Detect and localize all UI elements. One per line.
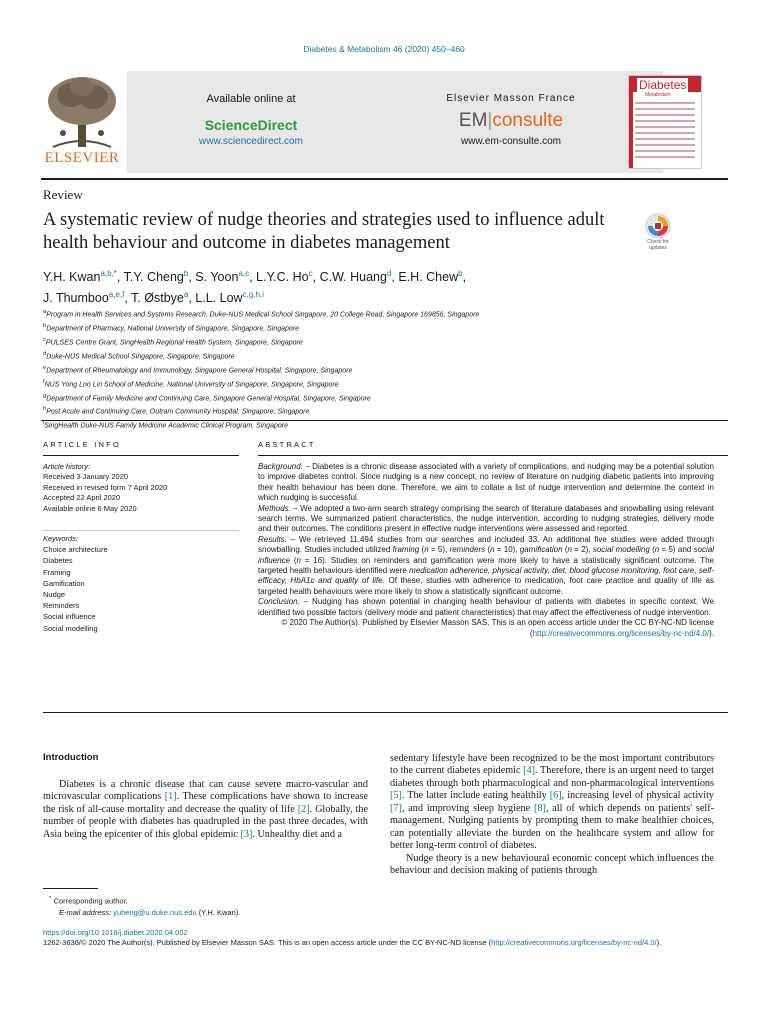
results-label: Results. <box>258 534 287 544</box>
affiliation-item <box>43 363 723 377</box>
em-logo-bar: | <box>487 110 493 131</box>
methods-label: Methods. <box>258 503 291 513</box>
results-n: n <box>654 545 660 555</box>
affiliation-marker: i <box>43 420 45 427</box>
background-text: – Diabetes is a chronic disease associated with a variety of complications, and nudging may be a potential solution to improve diabetes control. Since nudging is a new concept, no review of literature on nudging diabetic patients into improving their health behaviour has been done. Therefore, we aim to collate a list of nudge intervention and determine the context in which nudging is successful. <box>258 462 714 503</box>
results-n: n <box>424 545 429 555</box>
results-text: = 10), <box>494 545 520 555</box>
affiliation-item <box>43 391 723 405</box>
footnote-corr <box>43 893 363 907</box>
author-name[interactable]: Y.H. Kwan <box>43 270 101 285</box>
affiliation-item <box>43 377 723 391</box>
history-label: Article history: <box>43 462 91 471</box>
author-separator: , <box>312 270 320 285</box>
results-text: – We retrieved 11,494 studies from our searches and included 33. An additional five studies were added through snowballing. Studies included utilized <box>258 534 714 555</box>
keywords-list <box>43 533 239 634</box>
copyright-text: ). <box>709 628 714 638</box>
keyword-item[interactable]: Reminders <box>43 601 80 611</box>
reference-link[interactable]: [6] <box>549 790 562 802</box>
em-consulte-link[interactable]: www.em-consulte.com <box>460 136 562 147</box>
issn-text: ). <box>656 938 662 948</box>
footnote-rule <box>43 888 98 889</box>
affiliation-text: Department of Rheumatology and Immunology, Singapore General Hospital, Singapore, Singapore <box>46 367 353 375</box>
keyword-item[interactable]: Social influence <box>43 612 96 622</box>
results-text: = 5), <box>428 545 450 555</box>
email-label: E-mail address: <box>59 907 112 917</box>
affiliation-item <box>43 321 723 335</box>
results-gamification: gamification <box>519 545 563 555</box>
author-name[interactable]: L.L. Low <box>195 291 243 306</box>
doi-link[interactable]: https://doi.org/10.1016/j.diabet.2020.04.002 <box>43 928 188 937</box>
conclusion-text: – Nudging has shown potential in changing health behaviour of patients with diabetes in specific context. We identified two possible factors (delivery mode and patient characteristics) that may affect the effectiveness of nudge intervention. <box>258 597 714 617</box>
license-link[interactable]: http://creativecommons.org/licenses/by-nc-nd/4.0/ <box>491 938 657 948</box>
affiliation-text: Post Acute and Continuing Care, Outram Community Hospital, Singapore, Singapore <box>46 408 310 416</box>
keywords-rule <box>43 530 239 531</box>
copyright-text: © 2020 The Author(s). Published by Elsevier Masson SAS. This is an open access article under the CC BY-NC-ND license ( <box>281 618 714 638</box>
reference-link[interactable]: [1] <box>164 791 177 803</box>
author-separator: , <box>188 270 196 285</box>
footnote-star: * <box>49 895 52 902</box>
author-separator: , <box>124 291 132 306</box>
results-n: n <box>567 545 572 555</box>
article-info-heading: ARTICLE INFO <box>43 440 121 449</box>
cover-subtitle: Metabolism <box>645 92 671 98</box>
article-type: Review <box>43 187 83 202</box>
author-name[interactable]: L.Y.C. Ho <box>256 270 309 285</box>
author-list <box>43 265 693 307</box>
author-affiliation-marker[interactable]: b <box>458 269 463 278</box>
affiliation-text: Duke-NUS Medical School Singapore, Singapore, Singapore <box>46 353 235 361</box>
reference-link[interactable]: [4] <box>523 765 536 777</box>
results-framing: framing <box>392 545 420 555</box>
background-label: Background. <box>258 462 303 471</box>
body-paragraph <box>390 753 714 853</box>
reference-link[interactable]: [5] <box>390 790 402 802</box>
author-name[interactable]: E.H. Chew <box>398 270 459 285</box>
results-n: n <box>490 545 495 555</box>
abstract-copyright <box>258 618 714 639</box>
affiliation-marker: f <box>43 378 45 385</box>
section-rule <box>41 420 728 421</box>
author-name[interactable]: T.Y. Cheng <box>123 270 184 285</box>
introduction-heading: Introduction <box>43 752 99 763</box>
reference-link[interactable]: [7] <box>390 802 402 814</box>
body-text: Diabetes is a chronic disease that can cause severe macro-vascular and microvascular complications <box>43 779 368 803</box>
author-name[interactable]: S. Yoon <box>195 270 239 285</box>
doi-block <box>43 928 728 949</box>
affiliation-item <box>43 404 723 418</box>
results-text: ( <box>562 545 568 555</box>
footnote-email <box>43 907 363 918</box>
affiliation-text: Department of Pharmacy, National University of Singapore, Singapore, Singapore <box>46 325 300 333</box>
affiliation-item <box>43 349 723 363</box>
results-social-modelling: social modelling <box>592 545 650 555</box>
results-text: = 5) and <box>659 545 694 555</box>
body-text: . Therefore, there is an urgent need to target diabetes through both pharmacological and non-pharmacological interventions <box>390 765 714 789</box>
conclusion-label: Conclusion. <box>258 597 300 607</box>
body-column-2 <box>390 753 714 878</box>
history-item: Accepted 22 April 2020 <box>43 493 121 503</box>
reference-link[interactable]: [3] <box>240 828 253 840</box>
results-text: ( <box>649 545 655 555</box>
results-social-influence: social influence <box>258 545 714 565</box>
abstract-background <box>258 462 714 504</box>
author-separator: , <box>391 270 399 285</box>
body-text: . The latter include eating healthily <box>401 790 550 802</box>
results-reminders: reminders <box>449 545 486 555</box>
abstract-heading: ABSTRACT <box>258 440 316 449</box>
footnote-corr-text: Corresponding author. <box>53 896 128 906</box>
author-name[interactable]: J. Thumboo <box>43 291 109 306</box>
author-affiliation-marker[interactable]: c <box>308 269 313 278</box>
em-logo-consulte: consulte <box>492 110 564 131</box>
body-text: . Unhealthy diet and a <box>252 828 343 840</box>
email-owner: (Y.H. Kwan). <box>196 907 241 917</box>
affiliation-marker: a <box>43 309 47 315</box>
results-text: ( <box>485 545 491 555</box>
check-for-updates-button[interactable] <box>643 213 673 253</box>
article-info-rule <box>43 455 239 456</box>
author-line-2 <box>43 286 693 307</box>
keyword-item[interactable]: Diabetes <box>43 556 73 566</box>
email-link[interactable]: yuheng@u.duke.nus.edu <box>113 907 197 917</box>
results-n: n <box>296 555 301 565</box>
cover-title: Diabetes <box>639 78 687 92</box>
results-text: ( <box>290 555 297 565</box>
affiliation-marker: g <box>43 392 47 399</box>
license-link[interactable]: http://creativecommons.org/licenses/by-nc-nd/4.0/ <box>532 628 710 638</box>
body-paragraph: Nudge theory is a new behavioural economic concept which influences the behaviour and decision making of patients through <box>390 852 714 877</box>
em-publisher-label: Elsevier Masson France <box>446 93 576 104</box>
author-affiliation-marker[interactable]: a,c <box>238 269 250 278</box>
results-behaviours: medication adherence, physical activity, diet, blood glucose monitoring, foot care, self-efficacy, HbA1c and quality of life <box>258 566 714 586</box>
affiliation-item <box>43 307 723 321</box>
author-separator: , <box>462 270 467 285</box>
results-text: = 2), <box>571 545 593 555</box>
cover-text-lines <box>635 102 695 162</box>
abstract-body <box>258 462 714 639</box>
keywords-label: Keywords: <box>43 534 79 543</box>
sciencedirect-link[interactable]: www.sciencedirect.com <box>199 136 303 147</box>
keyword-item[interactable]: Nudge <box>43 590 66 600</box>
body-text: , and improving sleep hygiene <box>401 802 534 814</box>
crossmark-label: Check for updates <box>647 239 669 251</box>
author-affiliation-marker[interactable]: b <box>183 269 189 278</box>
em-consulte-block <box>411 93 611 147</box>
elsevier-tree-icon <box>41 73 123 151</box>
keyword-item[interactable]: Framing <box>43 567 71 577</box>
sciencedirect-logo[interactable]: ScienceDirect <box>204 117 298 133</box>
keyword-item[interactable]: Social modelling <box>43 623 98 633</box>
em-consulte-logo[interactable] <box>411 110 611 132</box>
affiliation-list <box>43 307 723 432</box>
elsevier-tree-logo[interactable] <box>41 73 123 171</box>
body-text: . Globally, the number of people with diabetes has quadrupled in the past three decades, with Asia being the epicenter of this global epidemic <box>43 803 368 840</box>
abstract-conclusion <box>258 597 714 618</box>
author-affiliation-marker[interactable]: c,g,h,i <box>242 290 264 300</box>
sd-available-label: Available online at <box>206 93 296 105</box>
author-affiliation-marker[interactable]: a <box>183 290 189 300</box>
abstract-results <box>258 535 714 597</box>
article-history <box>43 462 239 514</box>
journal-banner <box>41 71 728 173</box>
affiliation-marker: b <box>43 322 47 329</box>
journal-citation-link[interactable]: Diabetes & Metabolism 46 (2020) 450–460 <box>303 44 465 54</box>
elsevier-wordmark: ELSEVIER <box>44 150 120 166</box>
results-text: . Of these, studies with adherence to medication, foot care practice and quality of life as targeted health behaviours were more likely to show a statistically significant outcome. <box>258 576 714 596</box>
author-line-1 <box>43 265 693 286</box>
body-text: , all of which depends on patients' self-management. Nudging patients by prompting them to make healthier choices, can potentially alleviate the burden on the healthcare system and allow for better long-term control of diabetes. <box>390 802 714 852</box>
author-affiliation-marker[interactable]: a,b,* <box>100 269 117 278</box>
methods-text: – We adopted a two-arm search strategy comprising the search of literature databases and snowballing using relevant search terms. We summarized patient characteristics, the nudge intervention, according to nudging strategies, delivery mode and their outcomes. The conditions present in effective nudge interventions were assessed and reported. <box>258 503 714 534</box>
history-item: Available online 6 May 2020 <box>43 503 137 513</box>
affiliation-text: Department of Family Medicine and Continuing Care, Singapore General Hospital, Singapore, Singapore <box>46 394 371 402</box>
reference-link[interactable]: [8] <box>533 802 546 814</box>
affiliation-item <box>43 335 723 349</box>
affiliation-marker: d <box>43 350 47 357</box>
affiliation-text: NUS Yong Loo Lin School of Medicine, National University of Singapore, Singapore, Singapore <box>44 380 339 388</box>
cover-side-bar <box>629 76 633 169</box>
author-name[interactable]: T. Østbye <box>131 291 184 306</box>
affiliation-marker: e <box>43 364 47 371</box>
corresponding-author-footnote <box>43 893 363 918</box>
affiliation-text: Program in Health Services and Systems Research, Duke-NUS Medical School Singapore, 20 College Road, Singapore 169856, Singapore <box>46 311 480 319</box>
results-text: = 16). Studies on reminders and gamification were more likely to have a statistically significant outcome. The targeted health behaviours identified were <box>258 555 714 576</box>
affiliation-marker: h <box>43 406 47 413</box>
author-separator: , <box>116 270 124 285</box>
author-name[interactable]: C.W. Huang <box>319 270 387 285</box>
affiliation-text: SingHealth Duke-NUS Family Medicine Academic Clinical Program, Singapore <box>44 422 288 430</box>
sciencedirect-block <box>141 93 361 147</box>
keyword-item[interactable]: Choice architecture <box>43 545 108 555</box>
author-affiliation-marker[interactable]: d <box>386 269 392 278</box>
author-affiliation-marker[interactable]: a,e,f <box>108 290 125 300</box>
author-separator: , <box>249 270 257 285</box>
body-text: sedentary lifestyle have been recognized to be the most important contributors to the current diabetes epidemic <box>390 753 714 777</box>
abstract-methods <box>258 504 714 535</box>
abstract-rule <box>258 455 728 456</box>
body-column-1 <box>43 779 368 841</box>
history-item: Received 3 January 2020 <box>43 472 129 482</box>
results-text: ( <box>419 545 425 555</box>
header-rule <box>41 178 728 180</box>
history-item: Received in revised form 7 April 2020 <box>43 482 168 492</box>
affiliation-text: PULSES Centre Grant, SingHealth Regional Health System, Singapore, Singapore <box>45 339 303 347</box>
issn-text: 1262-3636/© 2020 The Author(s). Published by Elsevier Masson SAS. This is an open access article under the CC BY-NC-ND license ( <box>43 938 492 948</box>
body-text: , increasing level of physical activity <box>561 790 715 802</box>
body-text: . These complications have shown to increase the risk of all-cause mortality and decrease the quality of life <box>43 791 369 815</box>
keyword-item[interactable]: Gamification <box>43 578 85 588</box>
issn-line <box>43 938 728 948</box>
author-separator: , <box>188 291 196 306</box>
abstract-bottom-rule <box>43 712 728 713</box>
article-title: A systematic review of nudge theories and strategies used to influence adult health behaviour and outcome in diabetes management <box>43 210 605 253</box>
journal-cover-thumbnail[interactable] <box>628 75 702 169</box>
affiliation-marker: c <box>43 336 46 343</box>
reference-link[interactable]: [2] <box>297 803 310 815</box>
em-logo-em: EM <box>458 110 488 131</box>
